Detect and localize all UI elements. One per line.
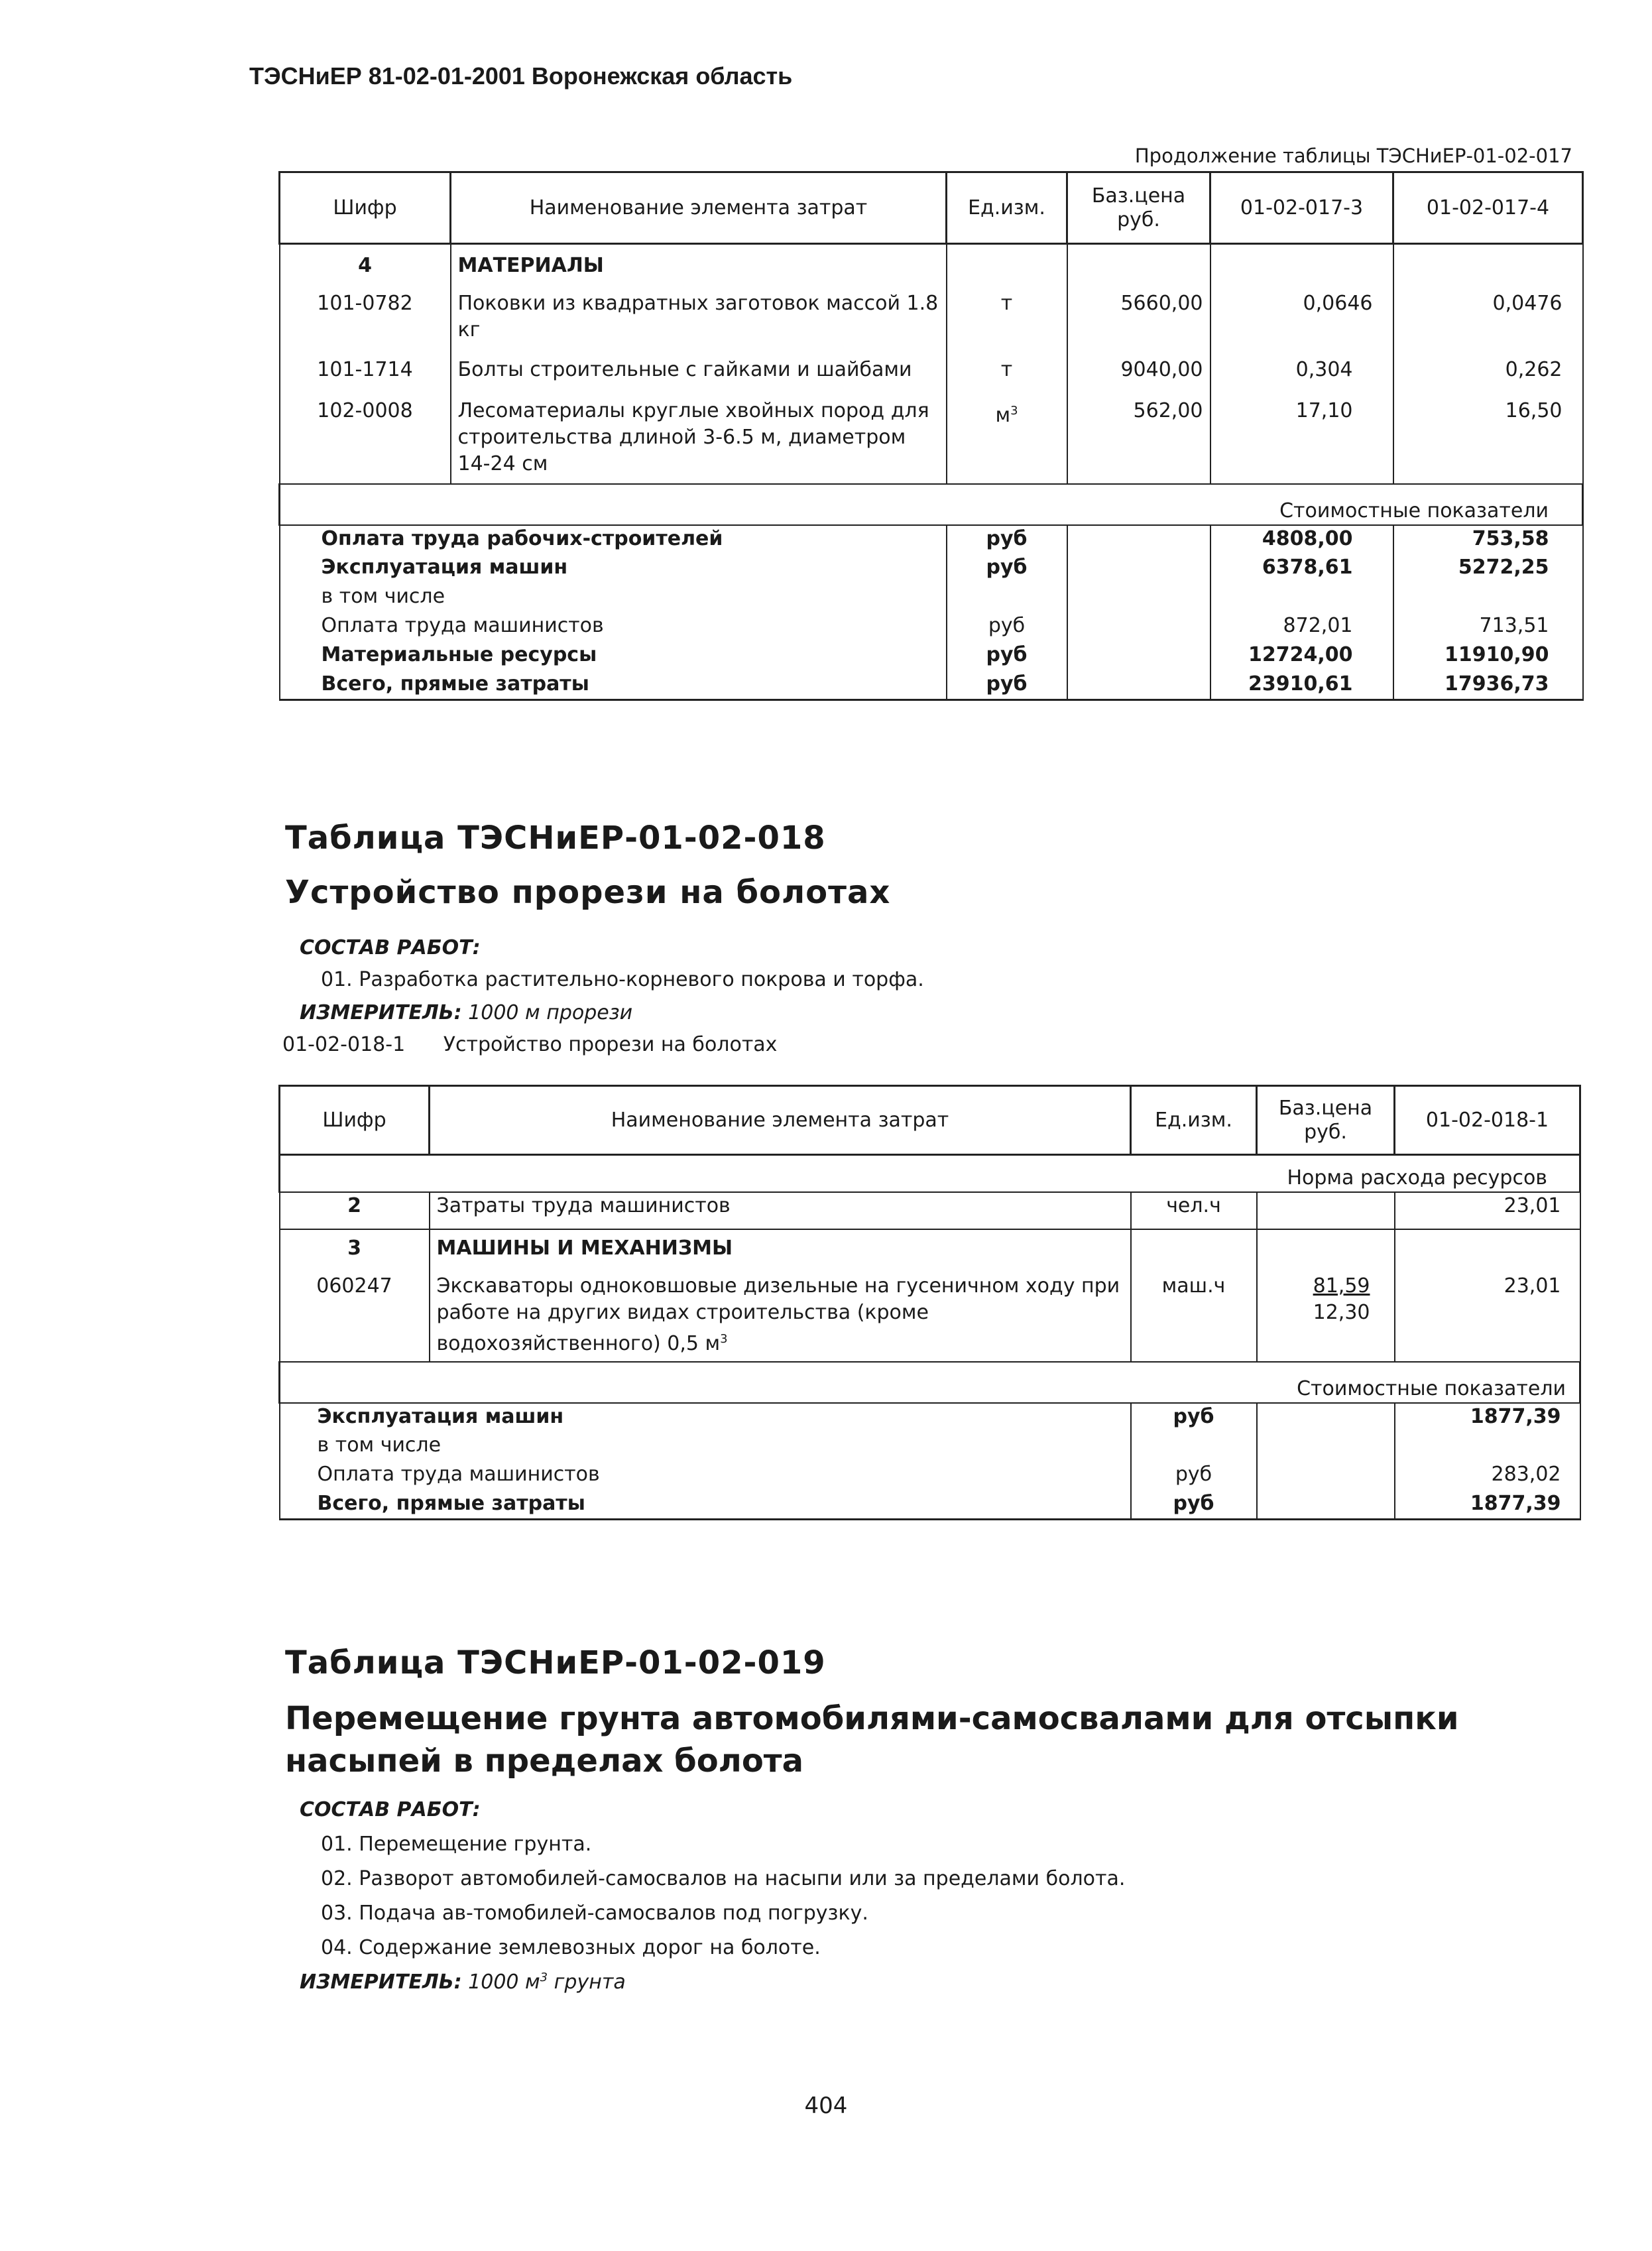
works-label: СОСТАВ РАБОТ: xyxy=(300,1798,481,1821)
column-header-rate-018-1: 01-02-018-1 xyxy=(1395,1086,1580,1155)
row-unit: маш.ч xyxy=(1131,1273,1257,1362)
row-code: 101-0782 xyxy=(280,290,451,357)
works-label: СОСТАВ РАБОТ: xyxy=(300,936,481,959)
meter-line xyxy=(300,1971,626,1994)
meter-label: ИЗМЕРИТЕЛЬ: xyxy=(300,1001,462,1024)
work-item: 03. Подача ав-томобилей-самосвалов под погрузку. xyxy=(321,1902,868,1925)
table-row xyxy=(280,613,1583,642)
row-code: 102-0008 xyxy=(280,398,451,484)
code-line-code: 01-02-018-1 xyxy=(282,1033,406,1056)
cost-name: в том числе xyxy=(280,583,947,613)
column-header-code: Шифр xyxy=(280,1086,430,1155)
cost-value: 1877,39 xyxy=(1395,1491,1580,1520)
work-item: 01. Перемещение грунта. xyxy=(321,1833,592,1856)
cost-value-1: 872,01 xyxy=(1210,613,1393,642)
row-name: Лесоматериалы круглые хвойных пород для строительства длиной 3-6.5 м, диаметром 14-24 см xyxy=(451,398,947,484)
row-name: Поковки из квадратных заготовок массой 1.8 кг xyxy=(451,290,947,357)
row-price: 562,00 xyxy=(1067,398,1210,484)
table-row xyxy=(280,1403,1580,1432)
row-code: 101-1714 xyxy=(280,357,451,398)
cost-name: Оплата труда машинистов xyxy=(280,613,947,642)
norm-header: Норма расхода ресурсов xyxy=(280,1155,1580,1192)
meter-value: 1000 $м^3$ грунта xyxy=(468,1971,626,1994)
cost-value-2: 17936,73 xyxy=(1393,671,1583,700)
cost-unit: руб xyxy=(947,613,1067,642)
cost-unit: руб xyxy=(1131,1461,1257,1491)
cost-unit: руб xyxy=(947,554,1067,583)
row-code: 2 xyxy=(280,1192,430,1229)
row-unit: т xyxy=(947,357,1067,398)
work-item: 01. Разработка растительно-корневого покрова и торфа. xyxy=(321,968,924,991)
page-number: 404 xyxy=(804,2093,848,2119)
meter-line xyxy=(300,1001,632,1024)
row-price: 5660,00 xyxy=(1067,290,1210,357)
table-01-02-018 xyxy=(278,1085,1581,1520)
work-item: 02. Разворот автомобилей-самосвалов на насыпи или за пределами болота. xyxy=(321,1867,1126,1890)
cost-name: Оплата труда рабочих-строителей xyxy=(280,525,947,554)
price-bottom: 12,30 xyxy=(1313,1300,1370,1324)
code-line-text: Устройство прорези на болотах xyxy=(443,1033,778,1056)
group-name: МАШИНЫ И МЕХАНИЗМЫ xyxy=(430,1229,1131,1273)
row-price xyxy=(1257,1273,1395,1362)
cost-value: 1877,39 xyxy=(1395,1403,1580,1432)
table-row xyxy=(280,357,1583,398)
cost-name: Материальные ресурсы xyxy=(280,642,947,671)
cost-name: Эксплуатация машин xyxy=(280,1403,1131,1432)
row-name: Болты строительные с гайками и шайбами xyxy=(451,357,947,398)
column-header-base-price: Баз.цена руб. xyxy=(1257,1086,1395,1155)
column-header-code: Шифр xyxy=(280,172,451,244)
table-title-018: Таблица ТЭСНиЕР-01-02-018 xyxy=(285,820,826,857)
code-line xyxy=(282,1033,777,1056)
table-row xyxy=(280,1432,1580,1461)
row-name: Затраты труда машинистов xyxy=(430,1192,1131,1229)
table-subtitle-019: Перемещение грунта автомобилями-самосвалами для отсыпки насыпей в пределах болота xyxy=(285,1700,1459,1780)
row-value: 23,01 xyxy=(1395,1192,1580,1229)
row-value-1: 0,0646 xyxy=(1210,290,1393,357)
cost-indicators-header: Стоимостные показатели xyxy=(280,1362,1580,1403)
table-row xyxy=(280,525,1583,554)
row-value-2: 16,50 xyxy=(1393,398,1583,484)
table-row xyxy=(280,1491,1580,1520)
table-subtitle-018: Устройство прорези на болотах xyxy=(285,874,891,911)
table-row xyxy=(280,398,1583,484)
column-header-rate-017-3: 01-02-017-3 xyxy=(1210,172,1393,244)
table-01-02-017-continued xyxy=(278,171,1584,701)
table-row xyxy=(280,1273,1580,1362)
row-value: 23,01 xyxy=(1395,1273,1580,1362)
cost-indicators-header: Стоимостные показатели xyxy=(280,484,1583,525)
cost-name: Всего, прямые затраты xyxy=(280,1491,1131,1520)
cost-name: Оплата труда машинистов xyxy=(280,1461,1131,1491)
row-value-1: 17,10 xyxy=(1210,398,1393,484)
price-top: 81,59 xyxy=(1313,1274,1370,1298)
table-row xyxy=(280,1192,1580,1229)
meter-label: ИЗМЕРИТЕЛЬ: xyxy=(300,1971,462,1994)
group-code: 3 xyxy=(280,1229,430,1273)
table-row xyxy=(280,642,1583,671)
table-row xyxy=(280,671,1583,700)
cost-value-2: 713,51 xyxy=(1393,613,1583,642)
table-continuation-caption: Продолжение таблицы ТЭСНиЕР-01-02-017 xyxy=(1134,145,1572,167)
cost-value-1: 23910,61 xyxy=(1210,671,1393,700)
cost-unit: руб xyxy=(1131,1491,1257,1520)
column-header-unit: Ед.изм. xyxy=(947,172,1067,244)
row-value-2: 0,0476 xyxy=(1393,290,1583,357)
row-value-2: 0,262 xyxy=(1393,357,1583,398)
row-code: 060247 xyxy=(280,1273,430,1362)
column-header-rate-017-4: 01-02-017-4 xyxy=(1393,172,1583,244)
cost-name: в том числе xyxy=(280,1432,1131,1461)
cost-value-2: 5272,25 xyxy=(1393,554,1583,583)
cost-name: Эксплуатация машин xyxy=(280,554,947,583)
cost-value-1: 4808,00 xyxy=(1210,525,1393,554)
cost-value-2: 753,58 xyxy=(1393,525,1583,554)
row-value-1: 0,304 xyxy=(1210,357,1393,398)
cost-value-1: 12724,00 xyxy=(1210,642,1393,671)
cost-value-2: 11910,90 xyxy=(1393,642,1583,671)
cost-unit: руб xyxy=(947,671,1067,700)
row-unit: $м^3$ xyxy=(947,398,1067,484)
cost-name: Всего, прямые затраты xyxy=(280,671,947,700)
cost-unit: руб xyxy=(947,642,1067,671)
table-row xyxy=(280,554,1583,583)
meter-value: 1000 м прорези xyxy=(468,1001,633,1024)
document-header-title: ТЭСНиЕР 81-02-01-2001 Воронежская область xyxy=(249,62,793,90)
row-unit: т xyxy=(947,290,1067,357)
table-row xyxy=(280,1461,1580,1491)
group-code: 4 xyxy=(280,244,451,290)
column-header-name: Наименование элемента затрат xyxy=(451,172,947,244)
cost-value: 283,02 xyxy=(1395,1461,1580,1491)
cost-unit: руб xyxy=(947,525,1067,554)
column-header-base-price: Баз.цена руб. xyxy=(1067,172,1210,244)
table-row xyxy=(280,583,1583,613)
column-header-name: Наименование элемента затрат xyxy=(430,1086,1131,1155)
group-name: МАТЕРИАЛЫ xyxy=(451,244,947,290)
table-row xyxy=(280,290,1583,357)
cost-value-1: 6378,61 xyxy=(1210,554,1393,583)
row-price: 9040,00 xyxy=(1067,357,1210,398)
table-title-019: Таблица ТЭСНиЕР-01-02-019 xyxy=(285,1644,826,1681)
column-header-unit: Ед.изм. xyxy=(1131,1086,1257,1155)
row-name: Экскаваторы одноковшовые дизельные на гусеничном ходу при работе на других видах строительства (кроме водохозяйственного) 0,5 $м^3$ xyxy=(430,1273,1131,1362)
cost-unit: руб xyxy=(1131,1403,1257,1432)
work-item: 04. Содержание землевозных дорог на болоте. xyxy=(321,1936,821,1959)
row-unit: чел.ч xyxy=(1131,1192,1257,1229)
